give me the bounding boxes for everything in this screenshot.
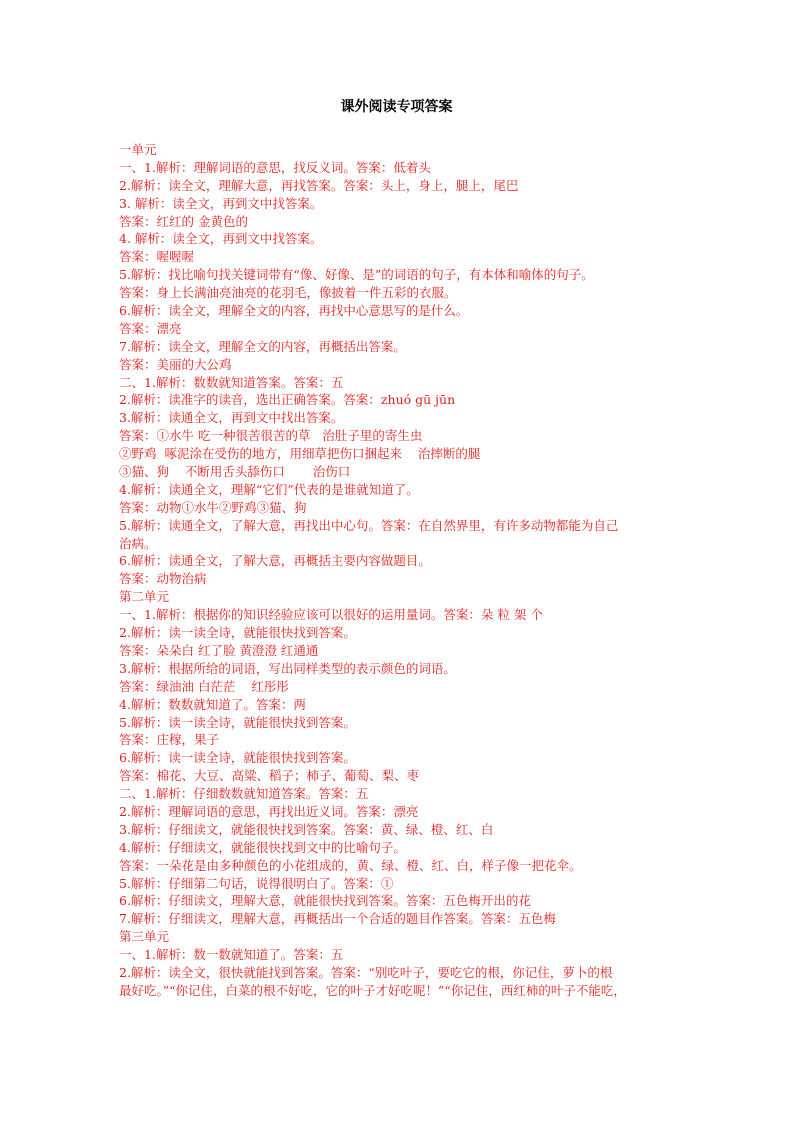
text-line: 2.解析：理解词语的意思，再找出近义词。答案：漂亮: [119, 803, 419, 819]
text-line: 答案：一朵花是由多种颜色的小花组成的，黄、绿、橙、红、白，样子像一把花伞。: [119, 857, 582, 873]
text-line: 4.解析：数数就知道了。答案：两: [119, 696, 306, 712]
text-line: 6.解析：读通全文，了解大意，再概括主要内容做题目。: [119, 553, 431, 569]
text-line: 5.解析：读通全文，了解大意，再找出中心句。答案：在自然界里，有许多动物都能为自己: [119, 517, 619, 533]
text-line: ②野鸡 啄泥涂在受伤的地方，用细草把伤口捆起来 治摔断的腿: [119, 446, 481, 462]
text-line: 2.解析：读一读全诗，就能很快找到答案。: [119, 625, 356, 641]
text-line: 一单元: [119, 142, 157, 157]
text-line: 答案：漂亮: [119, 320, 182, 336]
text-line: 5.解析：仔细第二句话，说得很明白了。答案：①: [119, 875, 394, 891]
text-line: 答案：红红的 金黄色的: [119, 213, 248, 229]
text-line: 3.解析：读通全文，再到文中找出答案。: [119, 410, 344, 426]
text-line: 3.解析：根据所给的词语，写出同样类型的表示颜色的词语。: [119, 660, 456, 676]
text-line: 6.解析：读一读全诗，就能很快找到答案。: [119, 750, 356, 766]
text-line: 7.解析：仔细读文，理解大意，再概括出一个合适的题目作答案。答案：五色梅: [119, 911, 556, 927]
text-line: 二、1.解析：仔细数数就知道答案。答案：五: [119, 786, 369, 802]
document-title: 课外阅读专项答案: [340, 99, 453, 115]
text-line: 6.解析：仔细读文，理解大意，就能很快找到答案。答案：五色梅开出的花: [119, 893, 531, 909]
text-line: 5.解析：读一读全诗，就能很快找到答案。: [119, 714, 356, 730]
text-line: 答案：棉花、大豆、高粱、稻子；柿子、葡萄、梨、枣: [119, 768, 420, 784]
text-line: 答案：喔喔喔: [119, 249, 195, 265]
text-line: 一、1.解析：根据你的知识经验应该可以很好的运用量词。答案：朵 粒 架 个: [119, 607, 543, 623]
text-line: 答案：绿油油 白茫茫 红彤彤: [119, 678, 289, 694]
text-line: 第三单元: [119, 929, 170, 945]
answer-text: [119, 141, 679, 1000]
text-line: 2.解析：读准字的读音，选出正确答案。答案：zhuó gū jūn: [119, 392, 456, 408]
text-line: 一、1.解析：数一数就知道了。答案：五: [119, 947, 344, 963]
text-line: 3.解析：仔细读文，就能很快找到答案。答案：黄、绿、橙、红、白: [119, 821, 494, 837]
text-line: 答案：朵朵白 红了脸 黄澄澄 红通通: [119, 642, 319, 658]
text-line: 二、1.解析：数数就知道答案。答案：五: [119, 374, 344, 390]
text-line: 4.解析：读通全文，理解“它们”代表的是谁就知道了。: [119, 481, 419, 497]
text-line: 4.解析：仔细读文，就能很快找到文中的比喻句子。: [119, 839, 406, 855]
text-line: 答案：①水牛 吃一种很苦很苦的草 治肚子里的寄生虫: [119, 428, 423, 444]
text-line: 4. 解析：读全文，再到文中找答案。: [119, 231, 323, 247]
text-line: 5.解析：找比喻句找关键词带有“像、好像、是”的词语的句子，有本体和喻体的句子。: [119, 267, 594, 283]
text-line: 一、1.解析：理解词语的意思，找反义词。答案：低着头: [119, 159, 431, 175]
text-line: 6.解析：读全文，理解全文的内容，再找中心意思写的是什么。: [119, 303, 469, 319]
text-line: 第二单元: [119, 589, 170, 605]
text-line: 治病。: [119, 535, 157, 551]
text-line: 答案：身上长满油亮油亮的花羽毛，像披着一件五彩的衣服。: [119, 285, 457, 301]
text-line: 3. 解析：读全文，再到文中找答案。: [119, 195, 323, 211]
text-line: 答案：动物①水牛②野鸡③猫、狗: [119, 499, 307, 515]
text-line: ③猫、狗 不断用舌头舔伤口 治伤口: [119, 464, 351, 480]
text-line: 2.解析：读全文，理解大意，再找答案。答案：头上，身上，腿上，尾巴: [119, 177, 519, 193]
text-line: 答案：动物治病: [119, 571, 207, 587]
text-line: 7.解析：读全文，理解全文的内容，再概括出答案。: [119, 338, 406, 354]
text-line: 2.解析：读全文，很快就能找到答案。答案：“别吃叶子，要吃它的根，你记住，萝卜的根: [119, 964, 613, 980]
text-line: 答案：庄稼，果子: [119, 732, 220, 748]
text-line: 答案：美丽的大公鸡: [119, 356, 232, 372]
text-line: 最好吃。”“你记住，白菜的根不好吃，它的叶子才好吃呢！”“你记住，西红柿的叶子不能吃，: [119, 982, 626, 998]
